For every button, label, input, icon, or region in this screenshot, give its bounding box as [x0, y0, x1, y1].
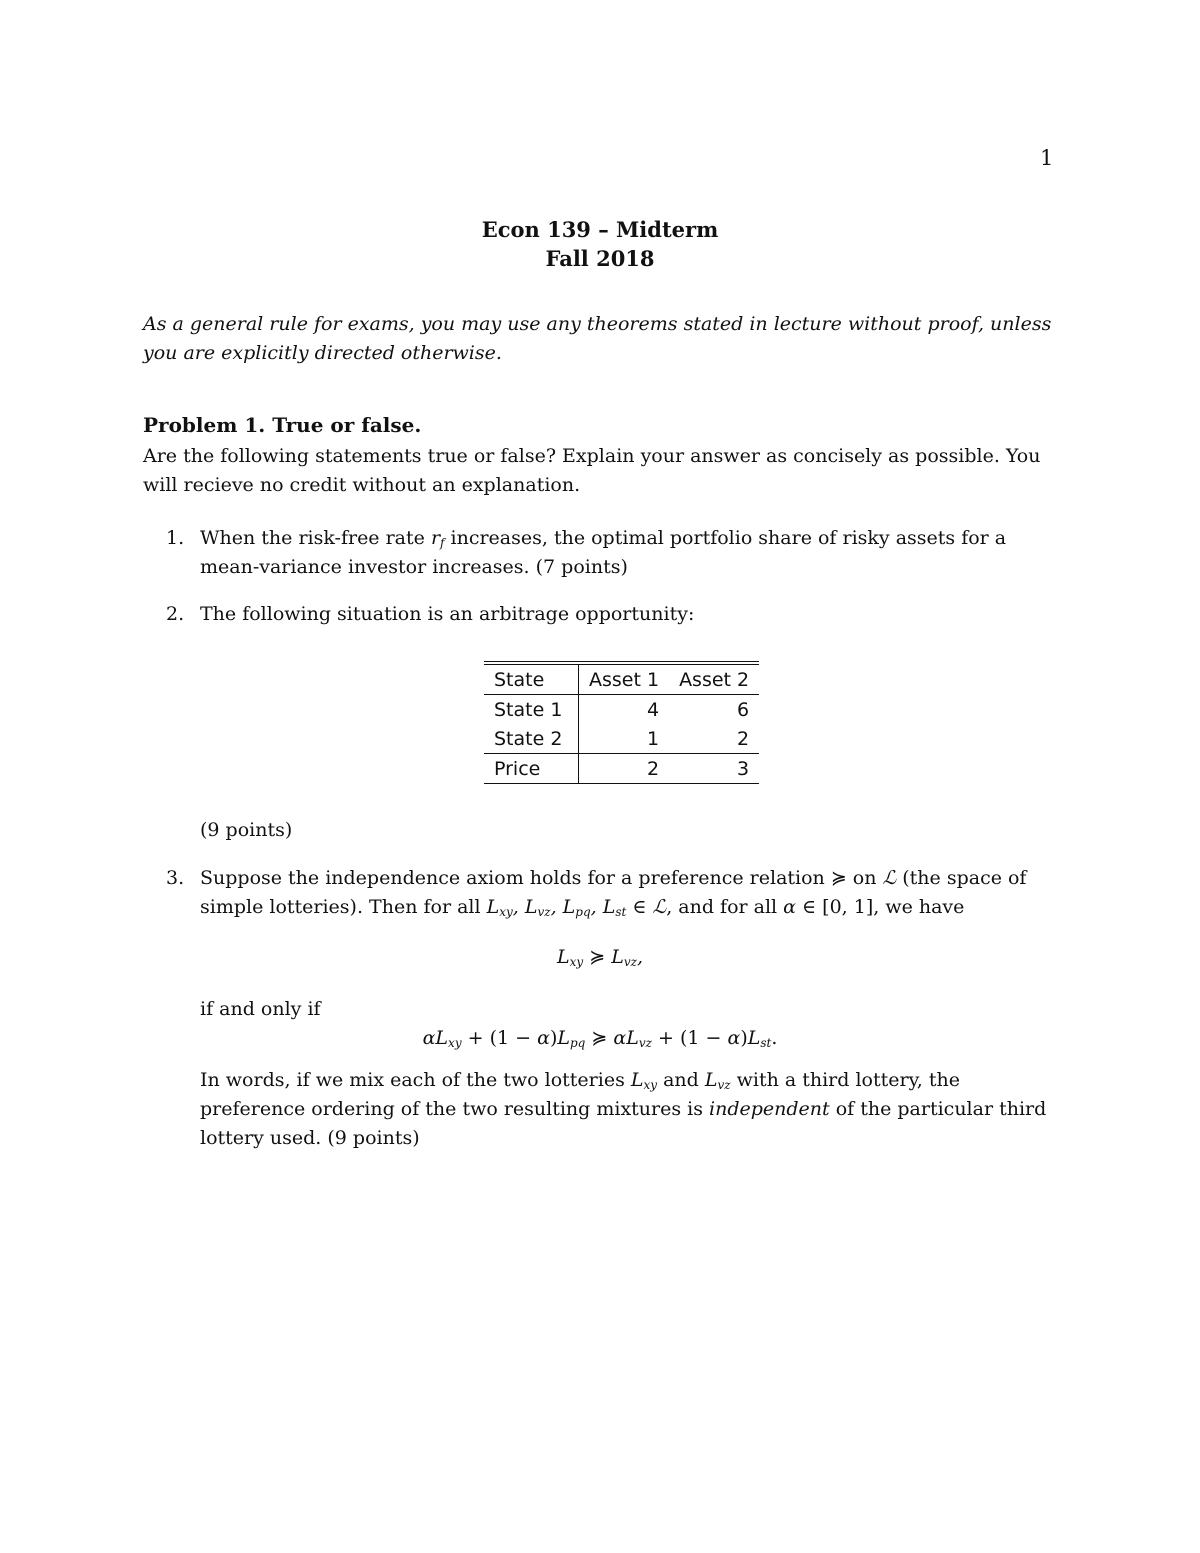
item-text: The following situation is an arbitrage opportunity:	[200, 603, 695, 625]
list-item-2	[166, 600, 1060, 629]
problem-heading: Problem 1. True or false.	[143, 413, 422, 437]
asset-payoff-table	[484, 661, 759, 784]
item-2-points: (9 points)	[200, 819, 293, 841]
item-text: Suppose the independence axiom holds for a preference relation ≽ on ℒ (the space of simple lotteries). Then for all $L_{xy}$, $L_{vz}$, $L_{pq}$, $L_{st}$ ∈ ℒ, and for all α ∈ [0, 1], we have	[200, 867, 1027, 919]
list-item-1	[166, 524, 1060, 582]
intro-text: As a general rule for exams, you may use any theorems stated in lecture without proof, unless you are explicitly directed otherwise.	[143, 313, 1052, 364]
table-row	[484, 754, 759, 784]
table-cell: 1	[646, 727, 660, 750]
table-cell: State 2	[484, 724, 579, 754]
table-cell: Price	[484, 754, 579, 784]
item-number: 2.	[166, 603, 185, 625]
exam-title: Econ 139 – Midterm	[481, 217, 719, 242]
table-row	[484, 724, 759, 754]
risk-free-rate-symbol: $r_f$	[430, 527, 445, 550]
item-3-explanation: In words, if we mix each of the two lotteries $L_{xy}$ and $L_{vz}$ with a third lottery, the preference ordering of the two resulting mixtures is independent of the particular third lottery used. (9 points)	[200, 1069, 1047, 1149]
title-block	[0, 215, 1200, 273]
table-cell: State 1	[484, 695, 579, 725]
item-number: 3.	[166, 867, 185, 889]
table-header-row	[484, 663, 759, 695]
equation-mixture: $\alpha L_{xy} + (1 - \alpha)L_{pq}$ ≽ $\alpha L_{vz} + (1 - \alpha)L_{st}$.	[422, 1027, 778, 1050]
item-number: 1.	[166, 527, 185, 549]
page-number: 1	[1040, 146, 1054, 170]
emphasis-independent: independent	[709, 1098, 830, 1120]
table-header: State	[484, 663, 579, 695]
table-cell: 2	[579, 754, 670, 784]
exam-term: Fall 2018	[545, 246, 655, 271]
equation-preference: $L_{xy}$ ≽ $L_{vz}$,	[557, 946, 643, 969]
table-cell: 2	[737, 727, 750, 750]
item-text: When the risk-free rate $r_f$ increases, the optimal portfolio share of risky assets for a mean-variance investor increases. (7 points)	[200, 527, 1007, 578]
list-item-3	[166, 864, 1060, 922]
table-row	[484, 695, 759, 725]
problem-instructions: Are the following statements true or false? Explain your answer as concisely as possible. You will recieve no credit without an explanation.	[143, 445, 1041, 496]
iff-text: if and only if	[200, 998, 321, 1020]
table-cell: 6	[737, 698, 750, 721]
table-cell: 4	[646, 698, 660, 721]
table-cell: 3	[669, 754, 759, 784]
table-header: Asset 2	[669, 663, 759, 695]
table-header: Asset 1	[579, 663, 670, 695]
